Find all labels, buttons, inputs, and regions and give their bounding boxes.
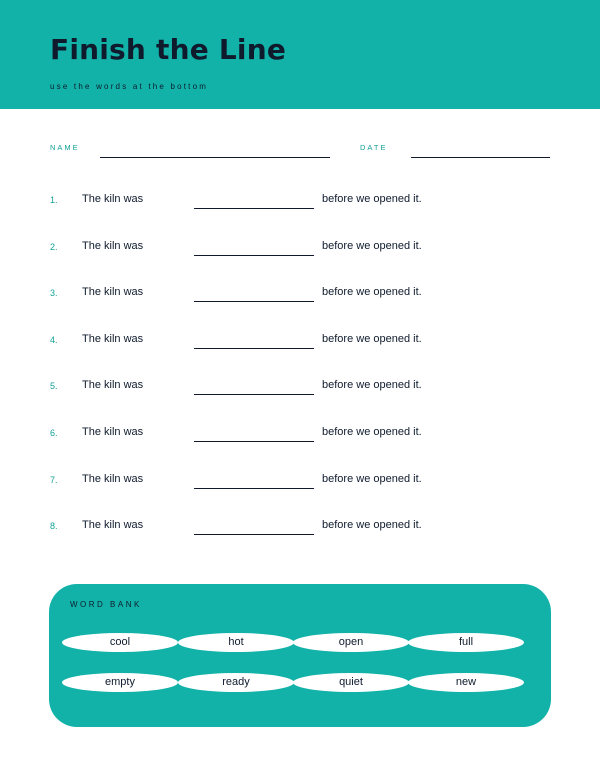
sentence-tail: before we opened it.: [322, 473, 422, 485]
word-pill[interactable]: hot: [178, 633, 294, 652]
sentence-tail: before we opened it.: [322, 379, 422, 391]
sentence-lead: The kiln was: [82, 519, 144, 531]
answer-blank[interactable]: [194, 348, 314, 349]
answer-blank[interactable]: [194, 255, 314, 256]
word-bank-panel: [49, 584, 551, 727]
answer-blank[interactable]: [194, 208, 314, 209]
page-title: Finish the Line: [50, 33, 287, 66]
sentence-row: [0, 333, 600, 357]
sentence-lead: The kiln was: [82, 240, 144, 252]
word-pill[interactable]: open: [293, 633, 409, 652]
answer-blank[interactable]: [194, 394, 314, 395]
word-pill[interactable]: cool: [62, 633, 178, 652]
word-pill[interactable]: ready: [178, 673, 294, 692]
sentence-row: [0, 519, 600, 543]
sentence-tail: before we opened it.: [322, 286, 422, 298]
word-pill[interactable]: empty: [62, 673, 178, 692]
sentence-lead: The kiln was: [82, 333, 144, 345]
name-label: NAME: [50, 143, 80, 152]
sentence-row: [0, 193, 600, 217]
name-field-line[interactable]: [100, 157, 330, 158]
word-pill[interactable]: quiet: [293, 673, 409, 692]
sentence-row: [0, 473, 600, 497]
sentence-tail: before we opened it.: [322, 333, 422, 345]
page-subtitle: use the words at the bottom: [50, 82, 209, 91]
sentence-number: 1.: [50, 195, 58, 205]
sentence-number: 2.: [50, 242, 58, 252]
word-pill[interactable]: new: [408, 673, 524, 692]
sentence-tail: before we opened it.: [322, 426, 422, 438]
sentence-lead: The kiln was: [82, 286, 144, 298]
answer-blank[interactable]: [194, 301, 314, 302]
sentence-number: 5.: [50, 381, 58, 391]
date-label: DATE: [360, 143, 388, 152]
sentence-number: 7.: [50, 475, 58, 485]
sentence-row: [0, 379, 600, 403]
sentence-number: 8.: [50, 521, 58, 531]
answer-blank[interactable]: [194, 441, 314, 442]
answer-blank[interactable]: [194, 534, 314, 535]
answer-blank[interactable]: [194, 488, 314, 489]
sentence-row: [0, 286, 600, 310]
word-bank-title: WORD BANK: [70, 600, 142, 609]
date-field-line[interactable]: [411, 157, 550, 158]
sentence-number: 4.: [50, 335, 58, 345]
sentence-tail: before we opened it.: [322, 240, 422, 252]
word-pill[interactable]: full: [408, 633, 524, 652]
sentence-number: 3.: [50, 288, 58, 298]
header-band: [0, 0, 600, 109]
sentence-lead: The kiln was: [82, 193, 144, 205]
sentence-lead: The kiln was: [82, 426, 144, 438]
sentence-tail: before we opened it.: [322, 193, 422, 205]
sentence-lead: The kiln was: [82, 473, 144, 485]
sentence-row: [0, 426, 600, 450]
sentence-number: 6.: [50, 428, 58, 438]
sentence-lead: The kiln was: [82, 379, 144, 391]
sentence-row: [0, 240, 600, 264]
sentence-tail: before we opened it.: [322, 519, 422, 531]
